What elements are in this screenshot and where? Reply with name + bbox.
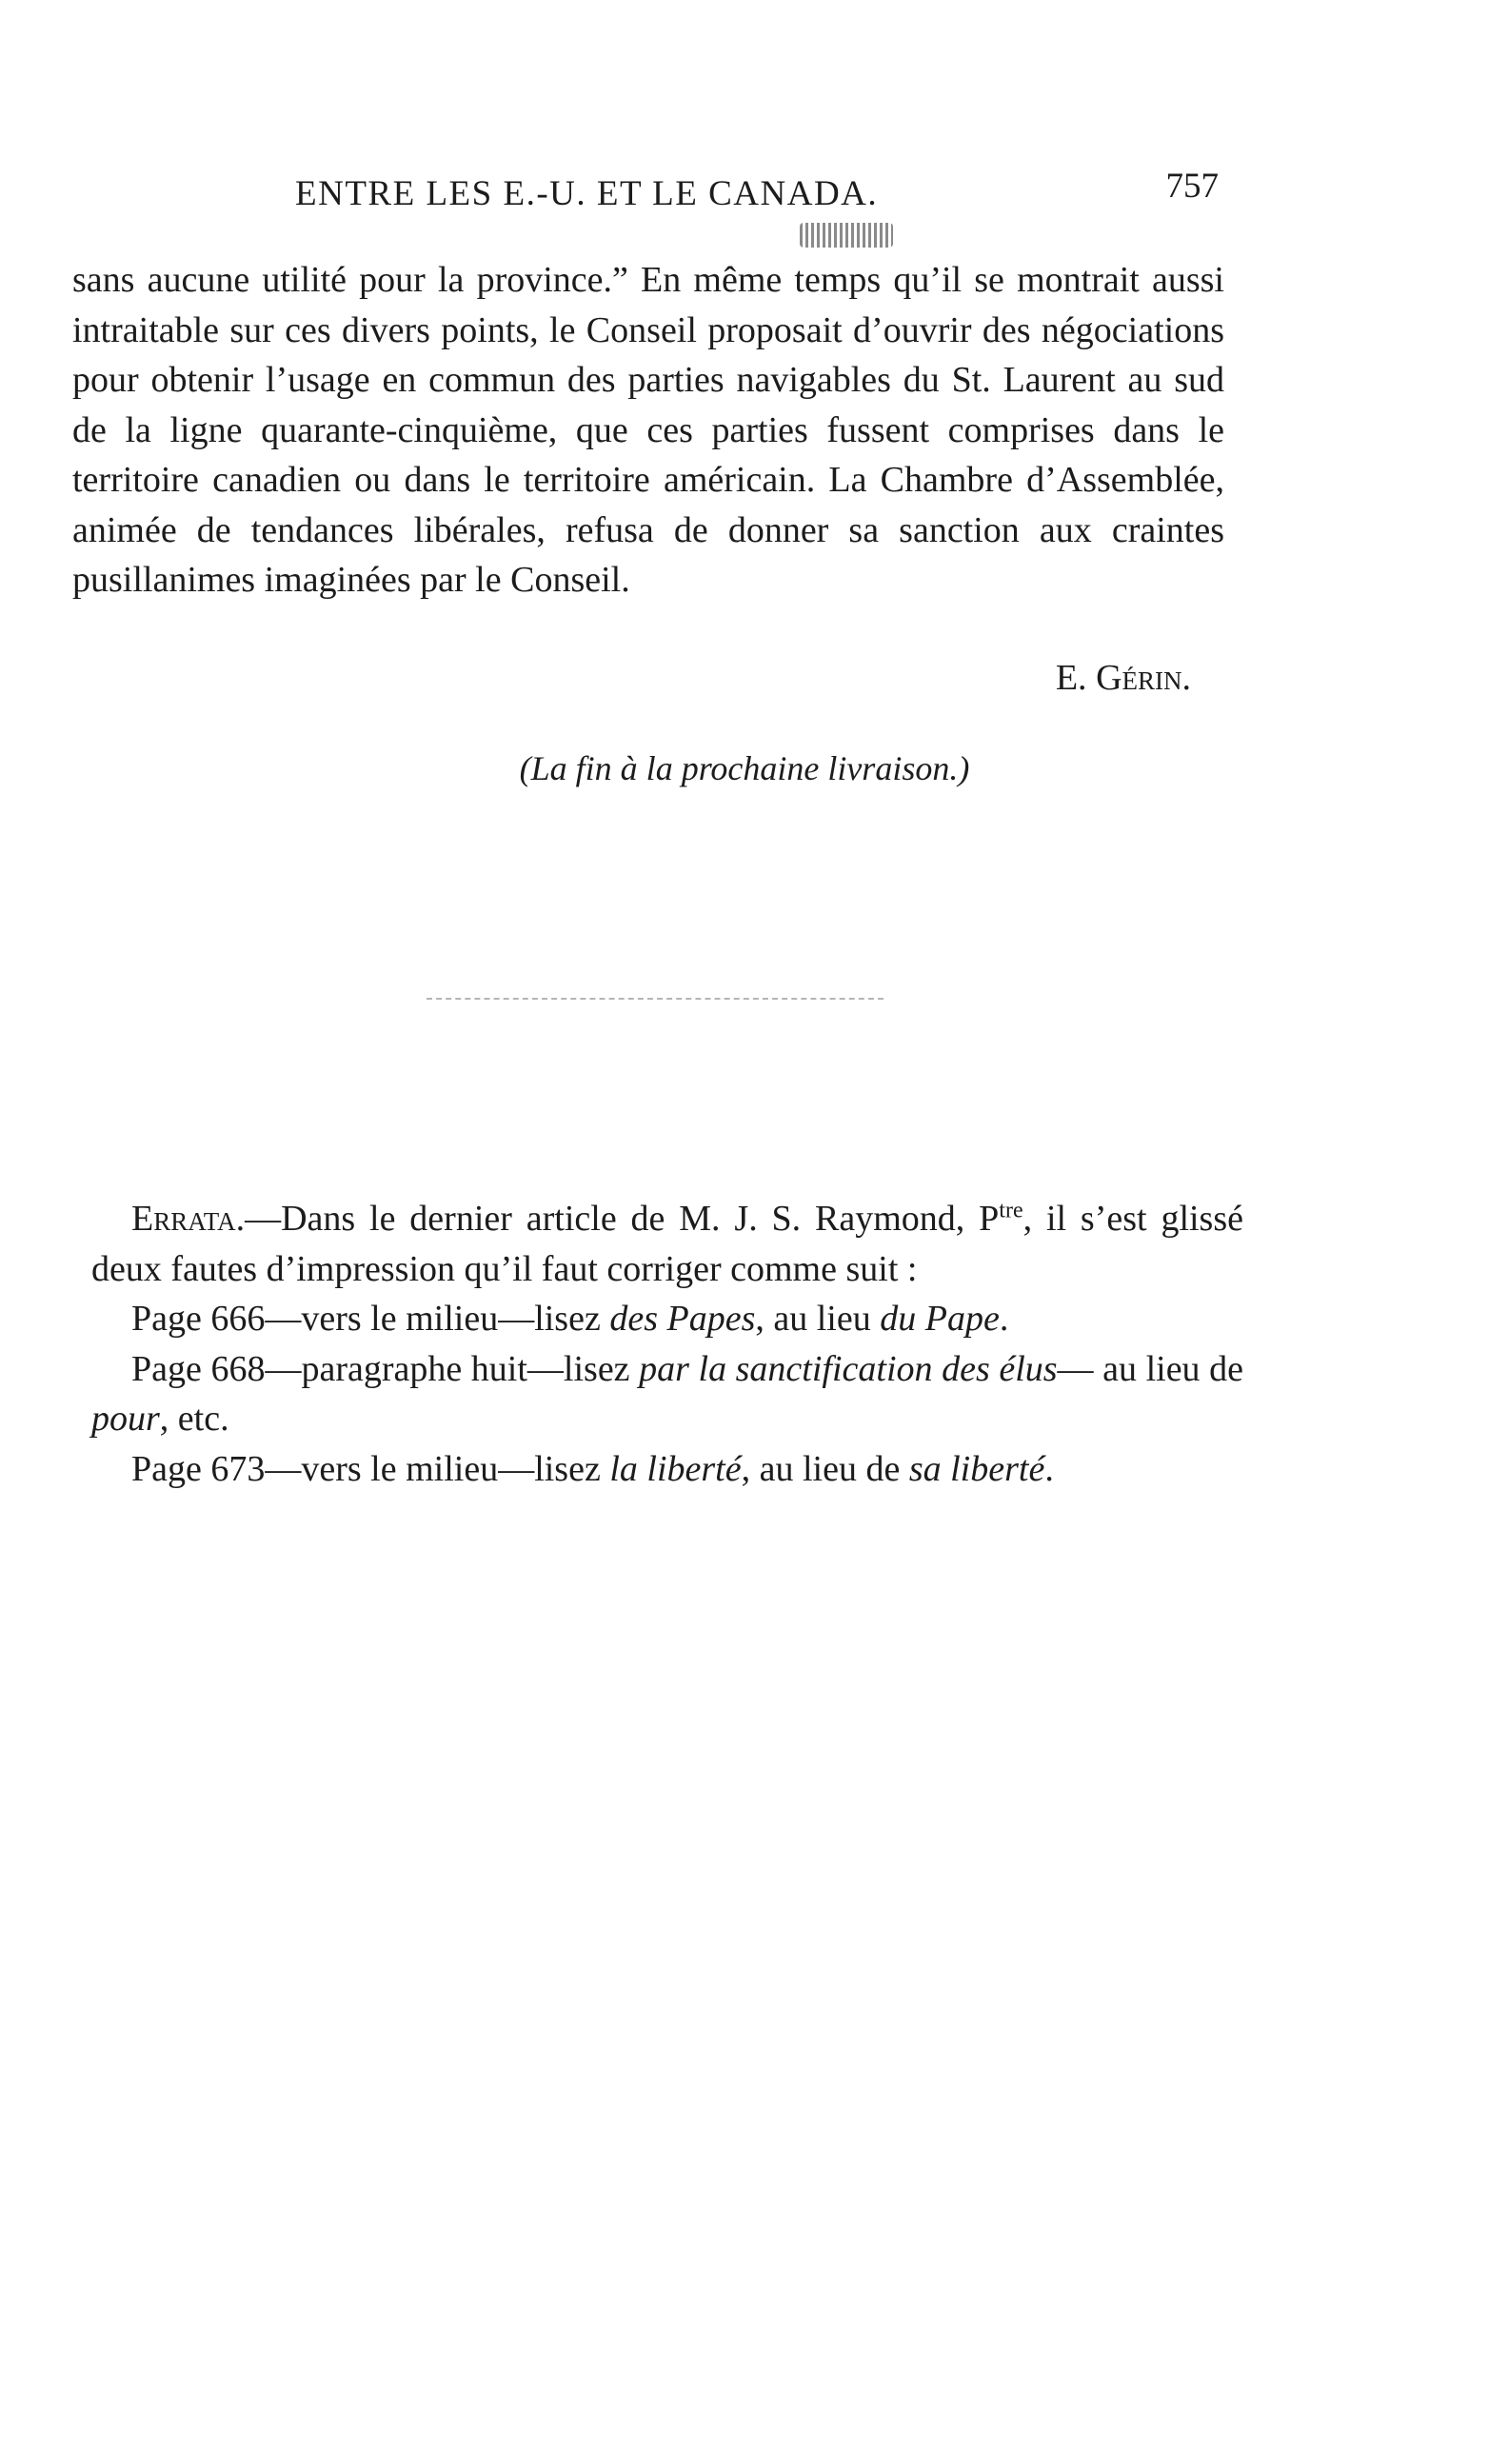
errata-label: Errata: [131, 1199, 236, 1239]
errata-entry-suffix: .: [999, 1299, 1009, 1339]
signature-name: Gérin: [1096, 658, 1182, 698]
signature-end: .: [1181, 658, 1191, 698]
errata-entry-middle: — au lieu de: [1057, 1348, 1244, 1389]
running-title: ENTRE LES E.-U. ET LE CANADA.: [295, 174, 879, 213]
errata-entry-original: sa liberté: [908, 1448, 1045, 1489]
errata-entry-original: pour: [91, 1399, 160, 1439]
continuation-note-text: (La fin à la prochaine livraison.): [519, 749, 970, 787]
errata-entry-prefix: Page 666—vers le milieu—lisez: [131, 1299, 610, 1339]
errata-intro-dash: .—: [235, 1199, 282, 1239]
errata-entry-suffix: .: [1044, 1448, 1054, 1489]
errata-intro-rest: , il s’est glissé deux fautes d’impression qu’il faut corriger comme suit :: [91, 1199, 1243, 1289]
errata-intro-superscript: tre: [999, 1198, 1023, 1223]
body-paragraph: sans aucune utilité pour la province.” En même temps qu’il se montrait aussi intraitable sur ces divers points, le Conseil proposait d’ouvrir des négociations pour obtenir l’usage en commun des parties navigables du St. Laurent au sud de la ligne quarante-cinquième, que ces parties fussent comprises dans le territoire canadien ou dans le territoire américain. La Chambre d’Assemblée, animée de tendances libérales, refusa de donner sa sanction aux craintes pusillanimes imaginées par le Conseil.: [72, 260, 1224, 600]
page-number: 757: [1165, 167, 1219, 206]
errata-entry-middle: , au lieu: [755, 1299, 881, 1339]
running-head: [295, 167, 1219, 221]
errata-entry: [91, 1444, 1243, 1495]
errata-entry-original: du Pape: [880, 1299, 1000, 1339]
errata-intro-text: Dans le dernier article de M. J. S. Raymond, P: [281, 1199, 1000, 1239]
errata-entry: [91, 1294, 1243, 1344]
continuation-note: [0, 748, 1489, 788]
errata-entry: [91, 1344, 1243, 1444]
errata-entry-middle: , au lieu de: [741, 1448, 909, 1489]
author-signature: [1056, 657, 1191, 699]
errata-intro: [91, 1194, 1243, 1294]
errata-entry-correction: par la sanctification des élus: [639, 1348, 1058, 1389]
errata-entry-suffix: , etc.: [159, 1399, 229, 1439]
errata-entry-correction: des Papes: [609, 1299, 756, 1339]
section-divider: [427, 998, 883, 1000]
errata-section: [91, 1194, 1243, 1494]
errata-entry-prefix: Page 673—vers le milieu—lisez: [131, 1448, 610, 1489]
errata-entry-correction: la liberté: [609, 1448, 742, 1489]
printer-ornament: [800, 223, 893, 248]
signature-initial: E.: [1055, 658, 1097, 698]
errata-entry-prefix: Page 668—paragraphe huit—lisez: [131, 1348, 640, 1389]
